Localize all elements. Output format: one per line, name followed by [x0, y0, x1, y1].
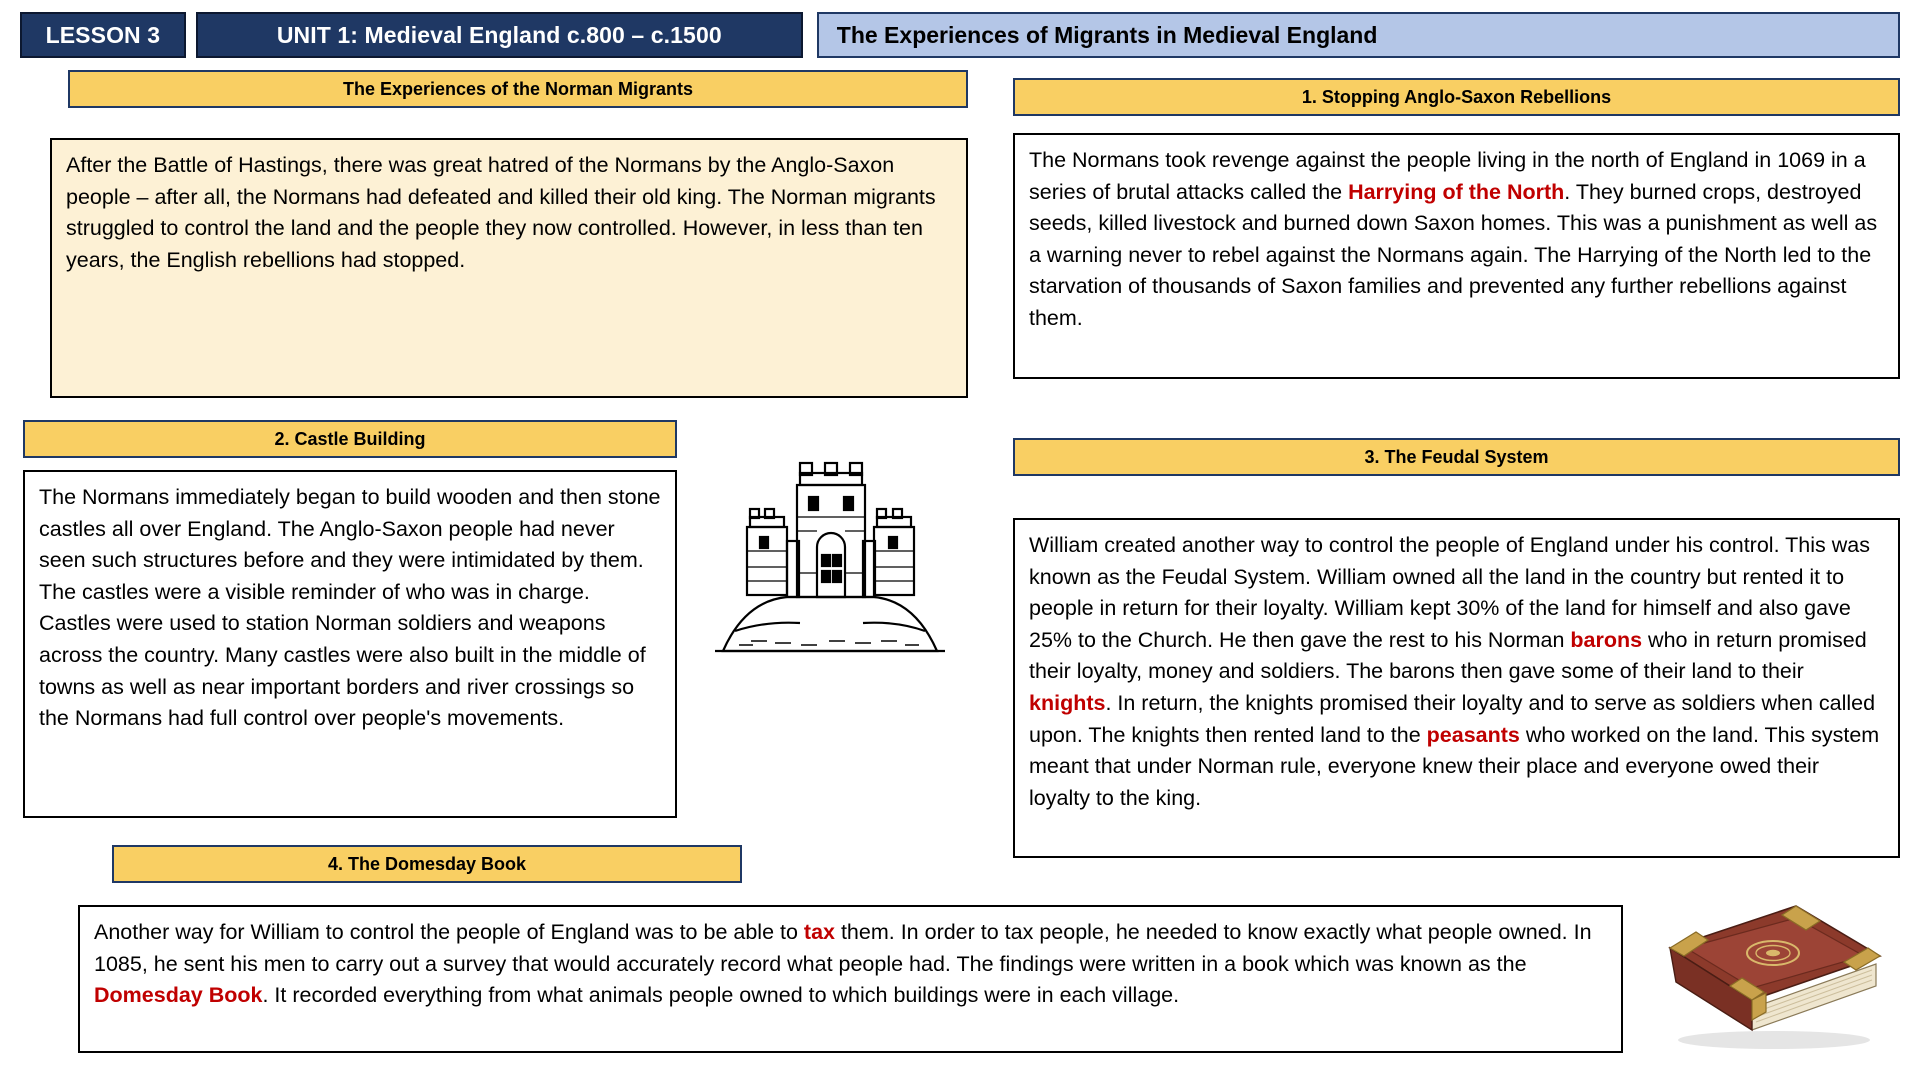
section-four-text-b: them. In order to tax people, he needed to know exactly what people owned. In 1085, he sent his men to carry out a survey that would accurately record what people had. The findings were written in a book which was known as the	[94, 920, 1592, 976]
section-three-text-d: who worked on the land. This system meant that under Norman rule, everyone knew their place and everyone owed their loyalty to the king.	[1029, 722, 1880, 810]
section-body-four	[78, 905, 1623, 1053]
section-three-text-b: who in return promised their loyalty, money and soldiers. The barons then gave some of their land to their	[1029, 627, 1867, 684]
section-body-two: The Normans immediately began to build wooden and then stone castles all over England. The Anglo-Saxon people had never seen such structures before and they were intimidated by them. The castles were a visible reminder of who was in charge. Castles were used to station Norman soldiers and weapons across the country. Many castles were also built in the middle of towns as well as near important borders and river crossings so the Normans had full control over people's movements.	[23, 470, 677, 818]
section-three-highlight-peasants: peasants	[1426, 722, 1520, 747]
unit-badge: UNIT 1: Medieval England c.800 – c.1500	[196, 12, 803, 58]
section-heading-four: 4. The Domesday Book	[112, 845, 742, 883]
section-one-text-a: The Normans took revenge against the people living in the north of England in 1069 in a series of brutal attacks called the	[1029, 148, 1866, 204]
section-body-three	[1013, 518, 1900, 858]
section-three-highlight-barons: barons	[1570, 627, 1643, 652]
section-three-highlight-knights: knights	[1029, 690, 1106, 715]
norman-castle-icon	[705, 455, 955, 685]
section-four-text-a: Another way for William to control the people of England was to be able to	[94, 920, 804, 944]
section-one-text-b: . They burned crops, destroyed seeds, killed livestock and burned down Saxon homes. This was a punishment as well as a warning never to rebel against the Normans again. The Harrying of the North led to the starvation of thousands of Saxon families and prevented any further rebellions against them.	[1029, 179, 1878, 330]
section-one-highlight: Harrying of the North	[1348, 179, 1565, 204]
section-body-intro: After the Battle of Hastings, there was great hatred of the Normans by the Anglo-Saxon people – after all, the Normans had defeated and killed their old king. The Norman migrants struggled to control the land and the people they now controlled. However, in less than ten years, the English rebellions had stopped.	[50, 138, 968, 398]
section-heading-three: 3. The Feudal System	[1013, 438, 1900, 476]
section-four-text-c: . It recorded everything from what animals people owned to which buildings were in each village.	[262, 983, 1180, 1008]
section-three-text-a: William created another way to control the people of England under his control. This was known as the Feudal System. William owned all the land in the country but rented it to people in return for their loyalty. William kept 30% of the land for himself and also gave 25% to the Church. He then gave the rest to his Norman	[1029, 533, 1870, 652]
section-four-highlight-tax: tax	[803, 920, 835, 944]
domesday-book-icon	[1640, 890, 1890, 1055]
section-three-text-c: . In return, the knights promised their loyalty and to serve as soldiers when called upon. The knights then rented land to the	[1029, 690, 1876, 747]
section-four-highlight-domesday: Domesday Book	[94, 983, 263, 1008]
section-heading-intro: The Experiences of the Norman Migrants	[68, 70, 968, 108]
lesson-badge: LESSON 3	[20, 12, 186, 58]
section-body-one	[1013, 133, 1900, 379]
page-header	[20, 12, 1900, 58]
section-heading-two: 2. Castle Building	[23, 420, 677, 458]
page-title: The Experiences of Migrants in Medieval England	[817, 12, 1900, 58]
section-heading-one: 1. Stopping Anglo-Saxon Rebellions	[1013, 78, 1900, 116]
